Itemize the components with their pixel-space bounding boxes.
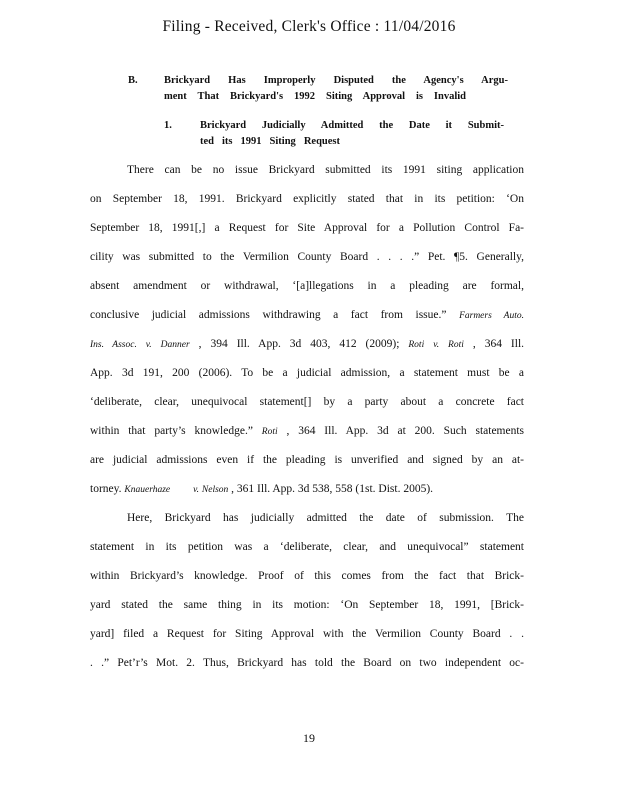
case-citation: Roti: [448, 340, 464, 350]
text-segment: , 364 Ill.: [472, 338, 524, 350]
text-line: Here, Brickyard has judicially admitted the date of submission. The: [127, 512, 524, 524]
text-line: statement in its petition was a ‘deliberate, clear, and unequivocal” statement: [90, 541, 524, 553]
text-segment: , 361 Ill. App. 3d 538, 558 (1st. Dist. 2005).: [231, 483, 434, 495]
text-line: are judicial admissions even if the pleading is unverified and signed by an at-: [90, 454, 524, 466]
case-citation: Farmers Auto.: [459, 311, 524, 321]
text-line: September 18, 1991[,] a Request for Site Approval for a Pollution Control Fa-: [90, 222, 524, 234]
text-line: on September 18, 1991. Brickyard explicitly stated that in its petition: ‘On: [90, 193, 524, 205]
section-heading-line: Brickyard Has Improperly Disputed the Agency's Argu-: [164, 75, 508, 86]
section-heading-b: [128, 73, 508, 105]
case-citation: Roti: [408, 340, 425, 350]
text-line: cility was submitted to the Vermilion County Board . . . .” Pet. ¶5. Generally,: [90, 251, 524, 263]
subsection-label: 1.: [164, 120, 172, 131]
text-segment: , 394 Ill. App. 3d 403, 412 (2009);: [198, 338, 400, 350]
body-text: [90, 156, 524, 678]
section-heading-line: ment That Brickyard's 1992 Siting Approval is Invalid: [164, 91, 466, 102]
text-segment: within that party’s knowledge.”: [90, 425, 253, 437]
text-line: yard] filed a Request for Siting Approval with the Vermilion County Board . .: [90, 628, 524, 640]
case-citation: v.: [145, 340, 152, 350]
text-line: ‘deliberate, clear, unequivocal statement[] by a party about a concrete fact: [90, 396, 524, 408]
text-line: App. 3d 191, 200 (2006). To be a judicial admission, a statement must be a: [90, 367, 524, 379]
case-citation: Nelson: [201, 485, 229, 495]
text-line: yard stated the same thing in its motion: ‘On September 18, 1991, [Brick-: [90, 599, 524, 611]
subsection-heading-line: ted its 1991 Siting Request: [200, 136, 340, 147]
case-citation: v.: [193, 485, 200, 495]
case-citation: Knauerhaze: [124, 485, 171, 495]
text-segment: torney.: [90, 483, 122, 495]
subsection-heading-line: Brickyard Judicially Admitted the Date it Submit-: [200, 120, 504, 131]
section-label: B.: [128, 75, 138, 86]
case-citation: Roti: [261, 427, 278, 437]
text-segment: , 364 Ill. App. 3d at 200. Such statements: [286, 425, 524, 437]
text-line: within Brickyard’s knowledge. Proof of this comes from the fact that Brick-: [90, 570, 524, 582]
text-line: absent amendment or withdrawal, ‘[a]llegations in a pleading are formal,: [90, 280, 524, 292]
page-number: 19: [303, 731, 315, 745]
filing-stamp-header: Filing - Received, Clerk's Office : 11/04/2016: [162, 18, 456, 35]
text-line: . .” Pet’r’s Mot. 2. Thus, Brickyard has told the Board on two independent oc-: [90, 657, 524, 669]
text-line: There can be no issue Brickyard submitted its 1991 siting application: [127, 164, 524, 176]
case-citation: Ins. Assoc.: [90, 340, 137, 350]
text-segment: conclusive judicial admissions withdrawing a fact from issue.”: [90, 309, 447, 321]
text-line: [90, 475, 524, 504]
subsection-heading-1: [164, 118, 504, 150]
case-citation: v.: [433, 340, 440, 350]
text-line: [90, 330, 524, 359]
case-citation: Danner: [160, 340, 190, 350]
text-line: [90, 301, 524, 330]
text-line: [90, 417, 524, 446]
